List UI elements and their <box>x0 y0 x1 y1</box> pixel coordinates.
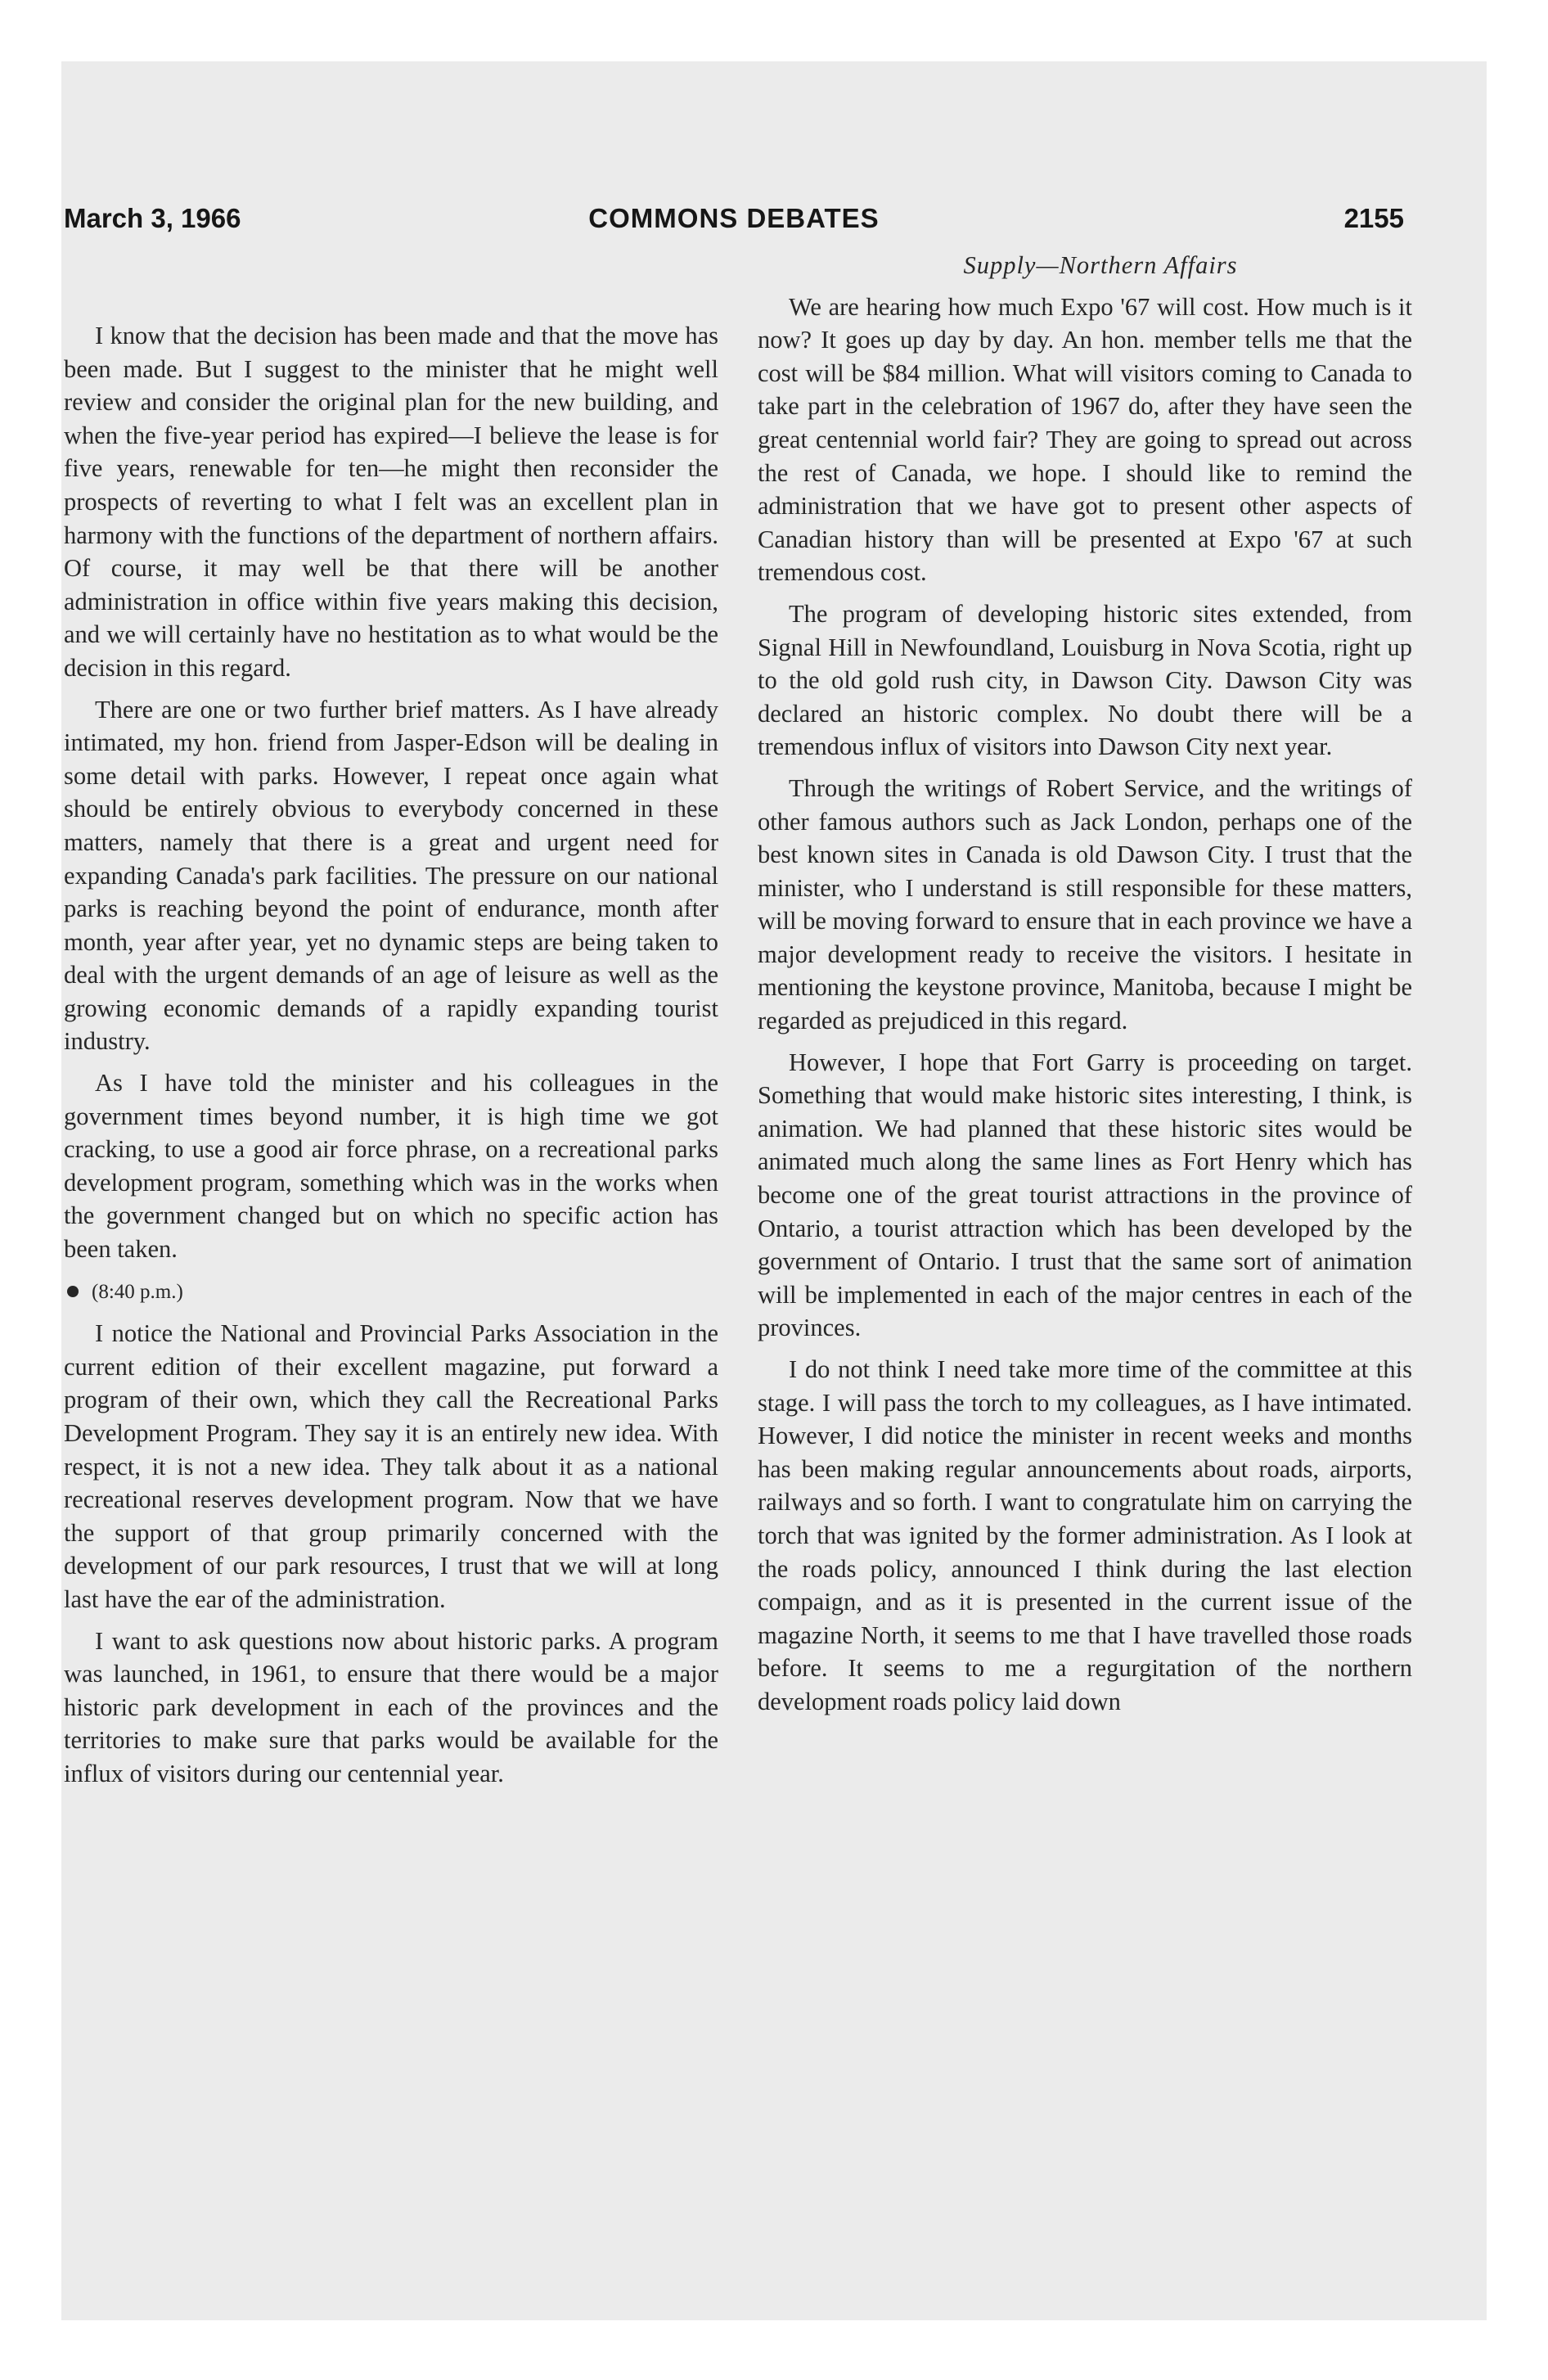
paragraph: I want to ask questions now about historic parks. A program was launched, in 1961, to ensure that there would be a major historic park development in each of the provinces and the territories to make sure that parks would be available for the influx of visitors during our centennial year. <box>64 1626 718 1787</box>
page-content <box>64 203 1412 1787</box>
time-marker <box>64 1274 718 1309</box>
paragraph: I do not think I need take more time of the committee at this stage. I will pass the torch to my colleagues, as I have intimated. However, I did notice the minister in recent weeks and months has been making regular announcements about roads, airports, railways and so forth. I want to congratulate him on carrying the torch that was ignited by the former administration. As I look at the roads policy, announced I think during the last election compaign, and as it is presented in the current issue of the magazine North, it seems to me that I have travelled those roads before. It seems to me a regurgitation of the northern development roads policy laid down <box>758 1355 1412 1715</box>
header-date: March 3, 1966 <box>64 203 241 233</box>
running-head: Supply—Northern Affairs <box>963 251 1238 279</box>
page-header <box>64 203 1404 249</box>
paragraph: The program of developing historic sites extended, from Signal Hill in Newfoundland, Louisburg in Nova Scotia, right up to the old gold rush city, in Dawson City. Dawson City was declared an historic complex. No doubt there will be a tremendous influx of visitors into Dawson City next year. <box>758 599 1412 761</box>
time-marker-text: (8:40 p.m.) <box>92 1280 183 1303</box>
bullet-icon <box>67 1286 79 1297</box>
paragraph: Through the writings of Robert Service, and the writings of other famous authors such as Jack London, perhaps one of the best known sites in Canada is old Dawson City. I trust that the minister, who I understand is still responsible for these matters, will be moving forward to ensure that in each province we have a major development ready to receive the visitors. I hesitate in mentioning the keystone province, Manitoba, because I might be regarded as prejudiced in this regard. <box>758 773 1412 1035</box>
header-page-number: 2155 <box>1343 203 1404 233</box>
header-publication: COMMONS DEBATES <box>588 203 880 233</box>
left-column <box>64 319 718 1799</box>
paragraph: As I have told the minister and his colleagues in the government times beyond number, it is high time we got cracking, to use a good air force phrase, on a recreational parks development program, something which was in the works when the government changed but on which no specific action has been taken. <box>64 1069 718 1264</box>
paragraph: I notice the National and Provincial Parks Association in the current edition of their excellent magazine, put forward a program of their own, which they call the Recreational Parks Development Program. They say it is an entirely new idea. With respect, it is not a new idea. They talk about it as a national recreational reserves development program. Now that we have the support of that group primarily concerned with the development of our park resources, I trust that we will at long last have the ear of the administration. <box>64 1319 718 1613</box>
paragraph: However, I hope that Fort Garry is proceeding on target. Something that would make historic sites interesting, I think, is animation. We had planned that these historic sites would be animated much along the same lines as Fort Henry which has become one of the great tourist attractions in the province of Ontario, a tourist attraction which has been developed by the government of Ontario. I trust that the same sort of animation will be implemented in each of the major centres in each of the provinces. <box>758 1048 1412 1342</box>
right-column <box>758 249 1412 1727</box>
paragraph: I know that the decision has been made and that the move has been made. But I suggest to the minister that he might well review and consider the original plan for the new building, and when the five-year period has expired—I believe the lease is for five years, renewable for ten—he might then reconsider the prospects of reverting to what I felt was an excellent plan in harmony with the functions of the department of northern affairs. Of course, it may well be that there will be another administration in office within five years making this decision, and we will certainly have no hestitation as to what would be the decision in this regard. <box>64 322 718 682</box>
paragraph: We are hearing how much Expo '67 will cost. How much is it now? It goes up day by day. An hon. member tells me that the cost will be $84 million. What will visitors coming to Canada to take part in the celebration of 1967 do, after they have seen the great centennial world fair? They are going to spread out across the rest of Canada, we hope. I should like to remind the administration that we have got to present other aspects of Canadian history than will be presented at Expo '67 at such tremendous cost. <box>758 292 1412 587</box>
paragraph: There are one or two further brief matters. As I have already intimated, my hon. friend from Jasper-Edson will be dealing in some detail with parks. However, I repeat once again what should be entirely obvious to everybody concerned in these matters, namely that there is a great and urgent need for expanding Canada's park facilities. The pressure on our national parks is reaching beyond the point of endurance, month after month, year after year, yet no dynamic steps are being taken to deal with the urgent demands of an age of leisure as well as the growing economic demands of a rapidly expanding tourist industry. <box>64 695 718 1056</box>
